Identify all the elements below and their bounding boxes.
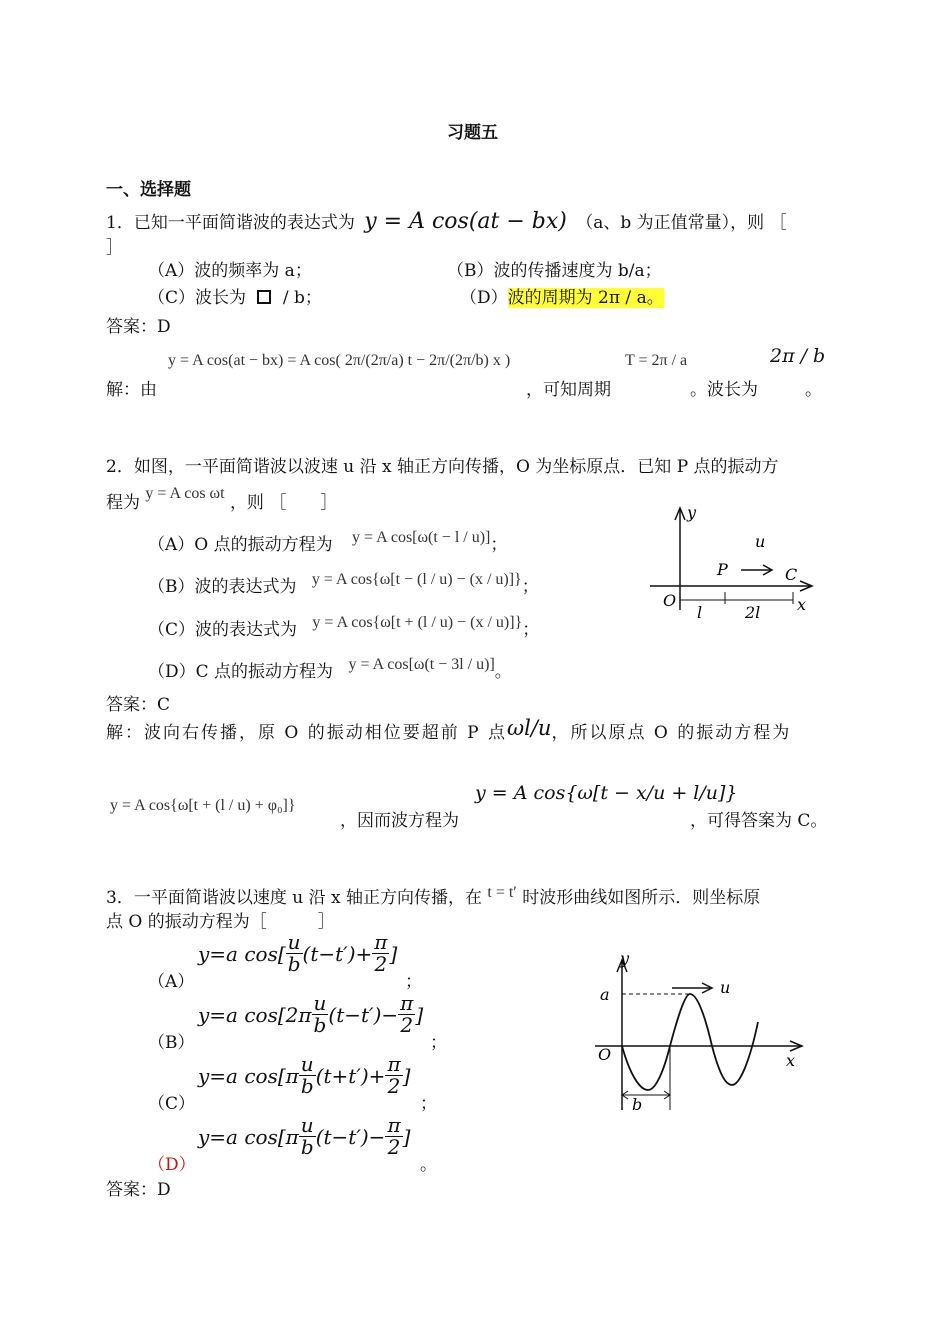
q2-option-c-pre: （C）波的表达式为 (148, 620, 298, 640)
q1-solution-end: 。 (805, 380, 822, 400)
q2-answer: 答案：C (106, 695, 171, 715)
q3-stem-line2: 点 O 的振动方程为［ ］ (106, 912, 335, 932)
q1-option-c-pre: （C）波长为 (148, 288, 247, 308)
q2-option-a-eq: y = A cos[ω(t − l / u)] (352, 529, 491, 546)
q1-formula: y = A cos(at − bx) (364, 209, 567, 234)
q3-fig-label-x: x (786, 1051, 796, 1070)
q1-period: T = 2π / a (625, 352, 688, 369)
q3-fig-label-a: a (600, 985, 610, 1004)
q2-stem-line2 (106, 485, 338, 513)
q1-wavelength: 2π / b (770, 345, 826, 367)
q2-option-b (148, 572, 539, 597)
q2-solution-tail: ，所以原点 O 的振动方程为 (551, 723, 792, 743)
q2-solution-tail2: ，可得答案为 C。 (690, 811, 828, 831)
q2-option-b-semi: ； (521, 577, 539, 597)
q3-option-b-label: （B） (148, 1033, 195, 1053)
q1-bracket-end: ］ (106, 238, 123, 258)
q2-solution-line1 (106, 718, 791, 743)
q1-solution-mid: ，可知周期 (526, 380, 611, 400)
q1-stem-tail: （a、b 为正值常量），则 ［ (576, 213, 787, 233)
q2-wave-equation: y = A cos{ω[t − x/u + l/u]} (475, 782, 738, 804)
q3-stem (106, 883, 760, 908)
q3-fig-label-b: b (632, 1095, 643, 1114)
q1-solution-pre: 解：由 (106, 380, 157, 400)
q3-option-b-eq: y=a cos[2π $\frac{u}{b}$ (t−t′)− $\frac{\pi}{2}$ ] (198, 991, 424, 1037)
q2-option-a (148, 530, 507, 555)
q3-answer: 答案：D (106, 1180, 171, 1200)
q2-option-d (148, 657, 512, 682)
q3-option-c-eq: y=a cos[π $\frac{u}{b}$ (t+t′)+ $\frac{\pi}{2}$ ] (198, 1052, 411, 1098)
q1-option-b: （B）波的传播速度为 b/a； (447, 261, 662, 281)
q1-stem-text: 1．已知一平面简谐波的表达式为 (106, 213, 355, 233)
q3-option-c-semi: ； (420, 1094, 437, 1114)
q2-option-c-eq: y = A cos{ω[t + (l / u) − (x / u)]} (312, 614, 523, 631)
q2-option-c-semi: ； (522, 620, 540, 640)
q2-option-a-semi: ； (490, 535, 508, 555)
q3-option-d-label: （D） (148, 1155, 196, 1175)
q1-option-c (148, 283, 322, 308)
missing-glyph-icon (257, 290, 271, 304)
q2-fig-label-2l: 2l (745, 603, 761, 622)
q2-option-d-pre: （D）C 点的振动方程为 (148, 662, 334, 682)
q2-p-equation: y = A cos ωt (145, 485, 225, 502)
q1-option-a: （A）波的频率为 a； (148, 261, 312, 281)
q3-fig-label-u: u (720, 978, 731, 997)
q2-stem3: ，则 ［ ］ (229, 493, 338, 513)
q3-option-b-semi: ； (430, 1033, 447, 1053)
q2-option-b-eq: y = A cos{ω[t − (l / u) − (x / u)]} (311, 571, 522, 588)
q3-stem-text: 3．一平面简谐波以速度 u 沿 x 轴正方向传播，在 (106, 888, 482, 908)
q2-fig-label-p: P (717, 560, 728, 579)
q2-fig-label-l: l (697, 603, 703, 622)
q2-option-d-end: 。 (494, 662, 512, 682)
q2-option-d-eq: y = A cos[ω(t − 3l / u)] (348, 656, 495, 673)
q2-fig-label-y: y (687, 503, 697, 522)
q1-solution-formula: y = A cos(at − bx) = A cos( 2π/(2π/a) t − 2π/(2π/b) x ) (168, 352, 511, 369)
q2-stem: 2．如图，一平面简谐波以波速 u 沿 x 轴正方向传播，O 为坐标原点．已知 P 点的振动方 (106, 457, 779, 477)
q1-stem (106, 208, 787, 234)
q2-wave-diagram (645, 500, 825, 625)
q3-option-d-end: 。 (420, 1155, 437, 1175)
q2-option-c (148, 615, 539, 640)
q1-option-d-pre: （D） (460, 288, 508, 308)
q1-option-d-highlight: 波的周期为 2π / a。 (507, 288, 664, 308)
q2-fig-label-u: u (755, 532, 766, 551)
q2-option-b-pre: （B）波的表达式为 (148, 577, 297, 597)
q3-wave-diagram (590, 950, 810, 1115)
q2-fig-label-c: C (785, 565, 798, 584)
q1-solution-wl: 。波长为 (690, 380, 758, 400)
q3-option-a-eq: y=a cos[ $\frac{u}{b}$ (t−t′)+ $\frac{\pi}{2}$ ] (198, 930, 398, 976)
q2-solution-text: 解：波向右传播，原 O 的振动相位要超前 P 点 (106, 723, 507, 743)
q3-option-a-label: （A） (148, 972, 195, 992)
section-heading: 一、选择题 (106, 180, 191, 200)
q3-condition: t = t′ (487, 884, 517, 901)
q2-option-a-pre: （A）O 点的振动方程为 (148, 535, 333, 555)
q2-fig-label-o: O (663, 591, 677, 610)
q2-fig-label-x: x (797, 595, 807, 614)
q3-fig-label-o: O (598, 1045, 612, 1064)
q2-solution-mid: ，因而波方程为 (340, 811, 459, 831)
q3-option-d-eq: y=a cos[π $\frac{u}{b}$ (t−t′)− $\frac{\pi}{2}$ ] (198, 1113, 411, 1159)
q3-fig-label-y: y (620, 950, 630, 968)
q3-fig-waveform (622, 994, 758, 1090)
q2-stem2: 程为 (106, 493, 140, 513)
q1-option-d (460, 283, 664, 308)
q3-option-c-label: （C） (148, 1094, 196, 1114)
page-title: 习题五 (447, 123, 498, 143)
q1-answer: 答案：D (106, 317, 171, 337)
q3-stem-tail: 时波形曲线如图所示．则坐标原 (522, 888, 761, 908)
q3-option-a-semi: ； (405, 972, 422, 992)
q1-option-c-post: / b； (282, 288, 322, 308)
q2-phase: ωl/u (507, 716, 552, 740)
q2-origin-equation: y = A cos{ω[t + (l / u) + φ₀]} (110, 797, 296, 814)
